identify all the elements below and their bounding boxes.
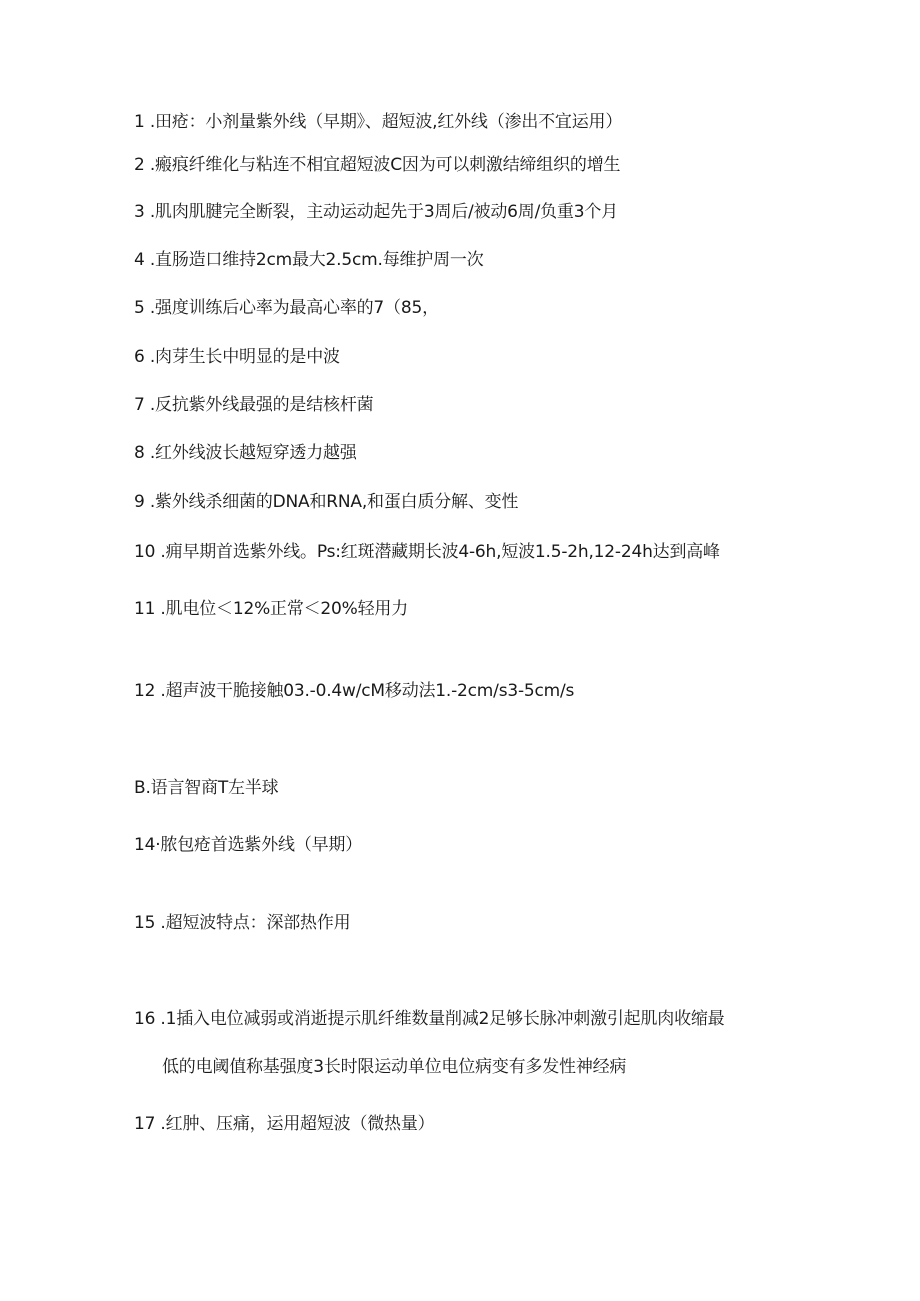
note-line-11: 11 .肌电位＜12%正常＜20%轻用力 bbox=[134, 599, 409, 619]
note-line-10: 10 .痈早期首选紫外线。Ps:红斑潜藏期长波4-6h,短波1.5-2h,12-24h达到高峰 bbox=[134, 542, 720, 562]
note-line-6: 6 .肉芽生长中明显的是中波 bbox=[134, 347, 340, 367]
note-line-12: 12 .超声波干脆接触03.-0.4w∕cM移动法1.-2cm∕s3-5cm∕s bbox=[134, 681, 575, 701]
note-line-7: 7 .反抗紫外线最强的是结核杆菌 bbox=[134, 395, 374, 415]
note-line-16-continued: 低的电阈值称基强度3长时限运动单位电位病变有多发性神经病 bbox=[162, 1057, 627, 1077]
note-line-16: 16 .1插入电位减弱或消逝提示肌纤维数量削减2足够长脉冲刺激引起肌肉收缩最 bbox=[134, 1009, 725, 1029]
note-line-17: 17 .红肿、压痛，运用超短波（微热量） bbox=[134, 1114, 435, 1134]
note-line-5: 5 .强度训练后心率为最高心率的7（85， bbox=[134, 298, 439, 318]
note-line-1: 1 .田疮：小剂量紫外线（早期》、超短波,红外线（渗出不宜运用） bbox=[134, 112, 623, 132]
note-line-8: 8 .红外线波长越短穿透力越强 bbox=[134, 443, 357, 463]
note-line-9: 9 .紫外线杀细菌的DNA和RNA,和蛋白质分解、变性 bbox=[134, 492, 519, 512]
note-line-2: 2 .瘢痕纤维化与粘连不相宜超短波C因为可以刺激结缔组织的增生 bbox=[134, 155, 621, 175]
note-line-3: 3 .肌肉肌腱完全断裂，主动运动起先于3周后/被动6周/负重3个月 bbox=[134, 202, 618, 222]
note-line-14: 14·脓包疮首选紫外线（早期） bbox=[134, 835, 363, 855]
note-line-15: 15 .超短波特点：深部热作用 bbox=[134, 913, 351, 933]
note-line-4: 4 .直肠造口维持2cm最大2.5cm.每维护周一次 bbox=[134, 250, 484, 270]
note-line-13: B.语言智商T左半球 bbox=[134, 778, 279, 798]
